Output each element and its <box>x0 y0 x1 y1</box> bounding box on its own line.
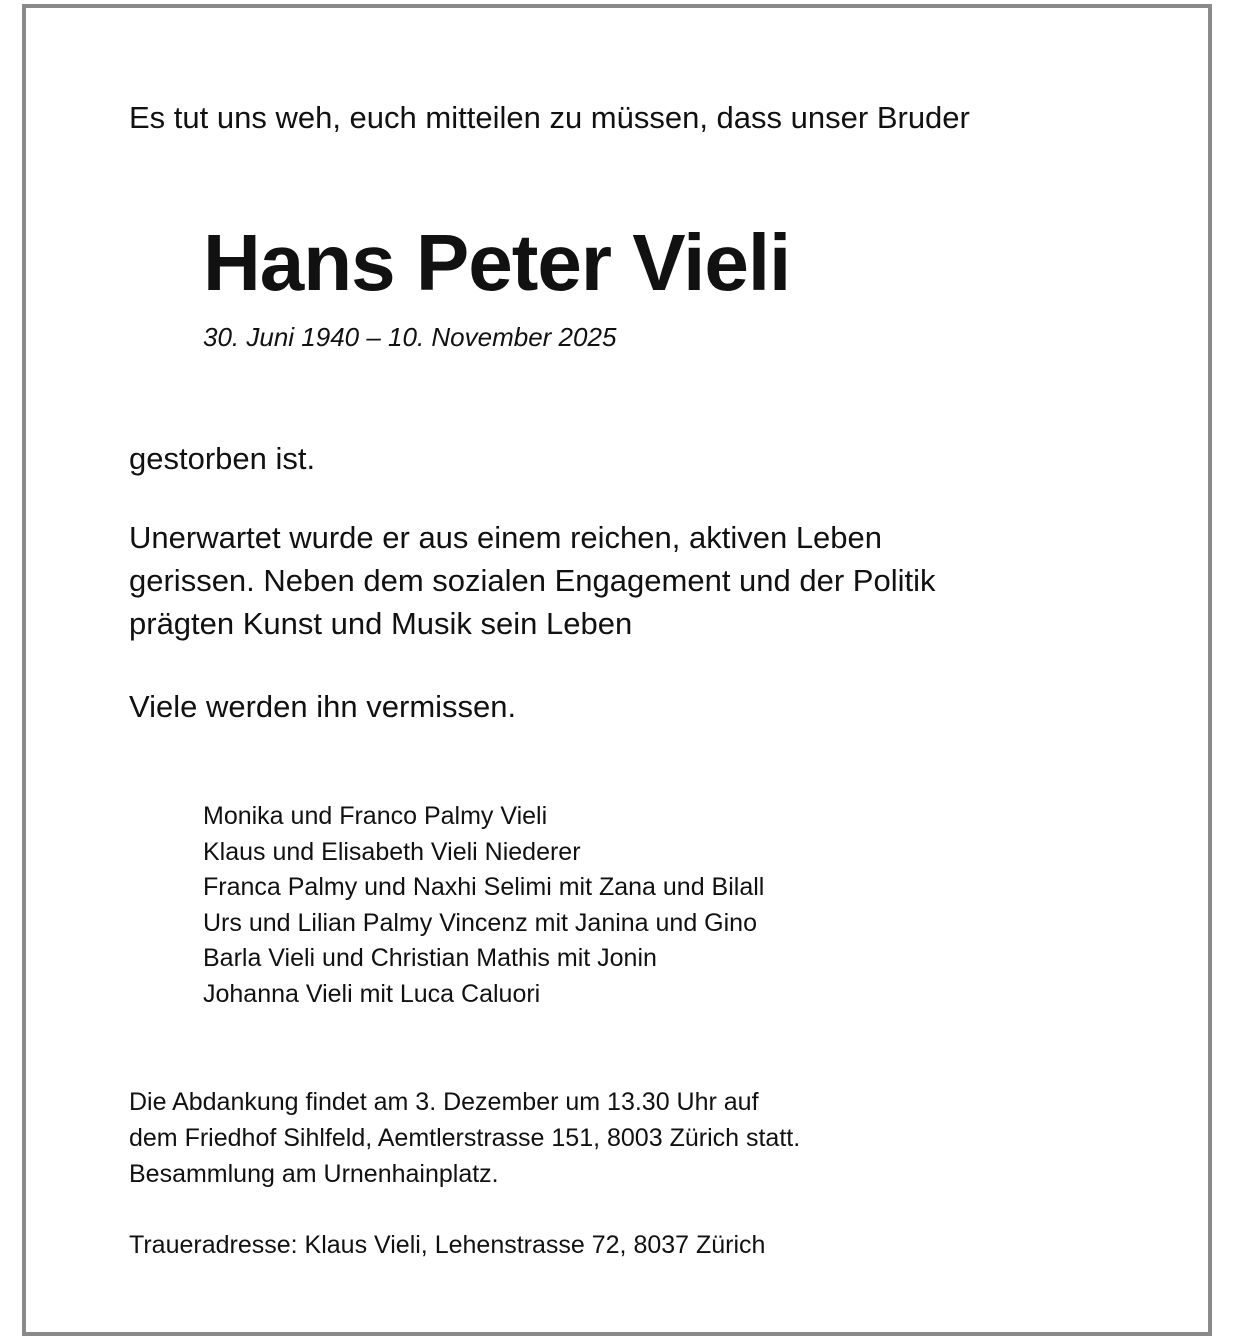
obituary-notice <box>22 4 1212 1336</box>
service-line: Besammlung am Urnenhainplatz. <box>129 1160 499 1188</box>
family-list <box>203 799 764 1012</box>
service-line: Die Abdankung findet am 3. Dezember um 13.30 Uhr auf <box>129 1088 759 1116</box>
family-member: Klaus und Elisabeth Vieli Niederer <box>203 837 581 866</box>
family-member: Johanna Vieli mit Luca Caluori <box>203 979 541 1008</box>
life-paragraph-line: gerissen. Neben dem sozialen Engagement und der Politik <box>129 563 936 598</box>
deceased-name: Hans Peter Vieli <box>203 218 791 307</box>
life-paragraph-line: Unerwartet wurde er aus einem reichen, aktiven Leben <box>129 520 883 555</box>
service-info <box>129 1084 800 1192</box>
mourning-address: Traueradresse: Klaus Vieli, Lehenstrasse 72, 8037 Zürich <box>129 1231 766 1259</box>
family-member: Monika und Franco Palmy Vieli <box>203 802 548 830</box>
service-line: dem Friedhof Sihlfeld, Aemtlerstrasse 151, 8003 Zürich statt. <box>129 1124 801 1152</box>
family-member: Urs und Lilian Palmy Vincenz mit Janina und Gino <box>203 908 757 937</box>
died-text: gestorben ist. <box>129 441 316 476</box>
life-paragraph <box>129 516 935 645</box>
life-paragraph-line: prägten Kunst und Musik sein Leben <box>129 606 633 641</box>
missed-text: Viele werden ihn vermissen. <box>129 689 517 724</box>
family-member: Franca Palmy und Naxhi Selimi mit Zana und Bilall <box>203 873 765 901</box>
family-member: Barla Vieli und Christian Mathis mit Jonin <box>203 944 657 972</box>
life-dates: 30. Juni 1940 – 10. November 2025 <box>203 322 617 352</box>
intro-text: Es tut uns weh, euch mitteilen zu müssen, dass unser Bruder <box>129 100 970 135</box>
